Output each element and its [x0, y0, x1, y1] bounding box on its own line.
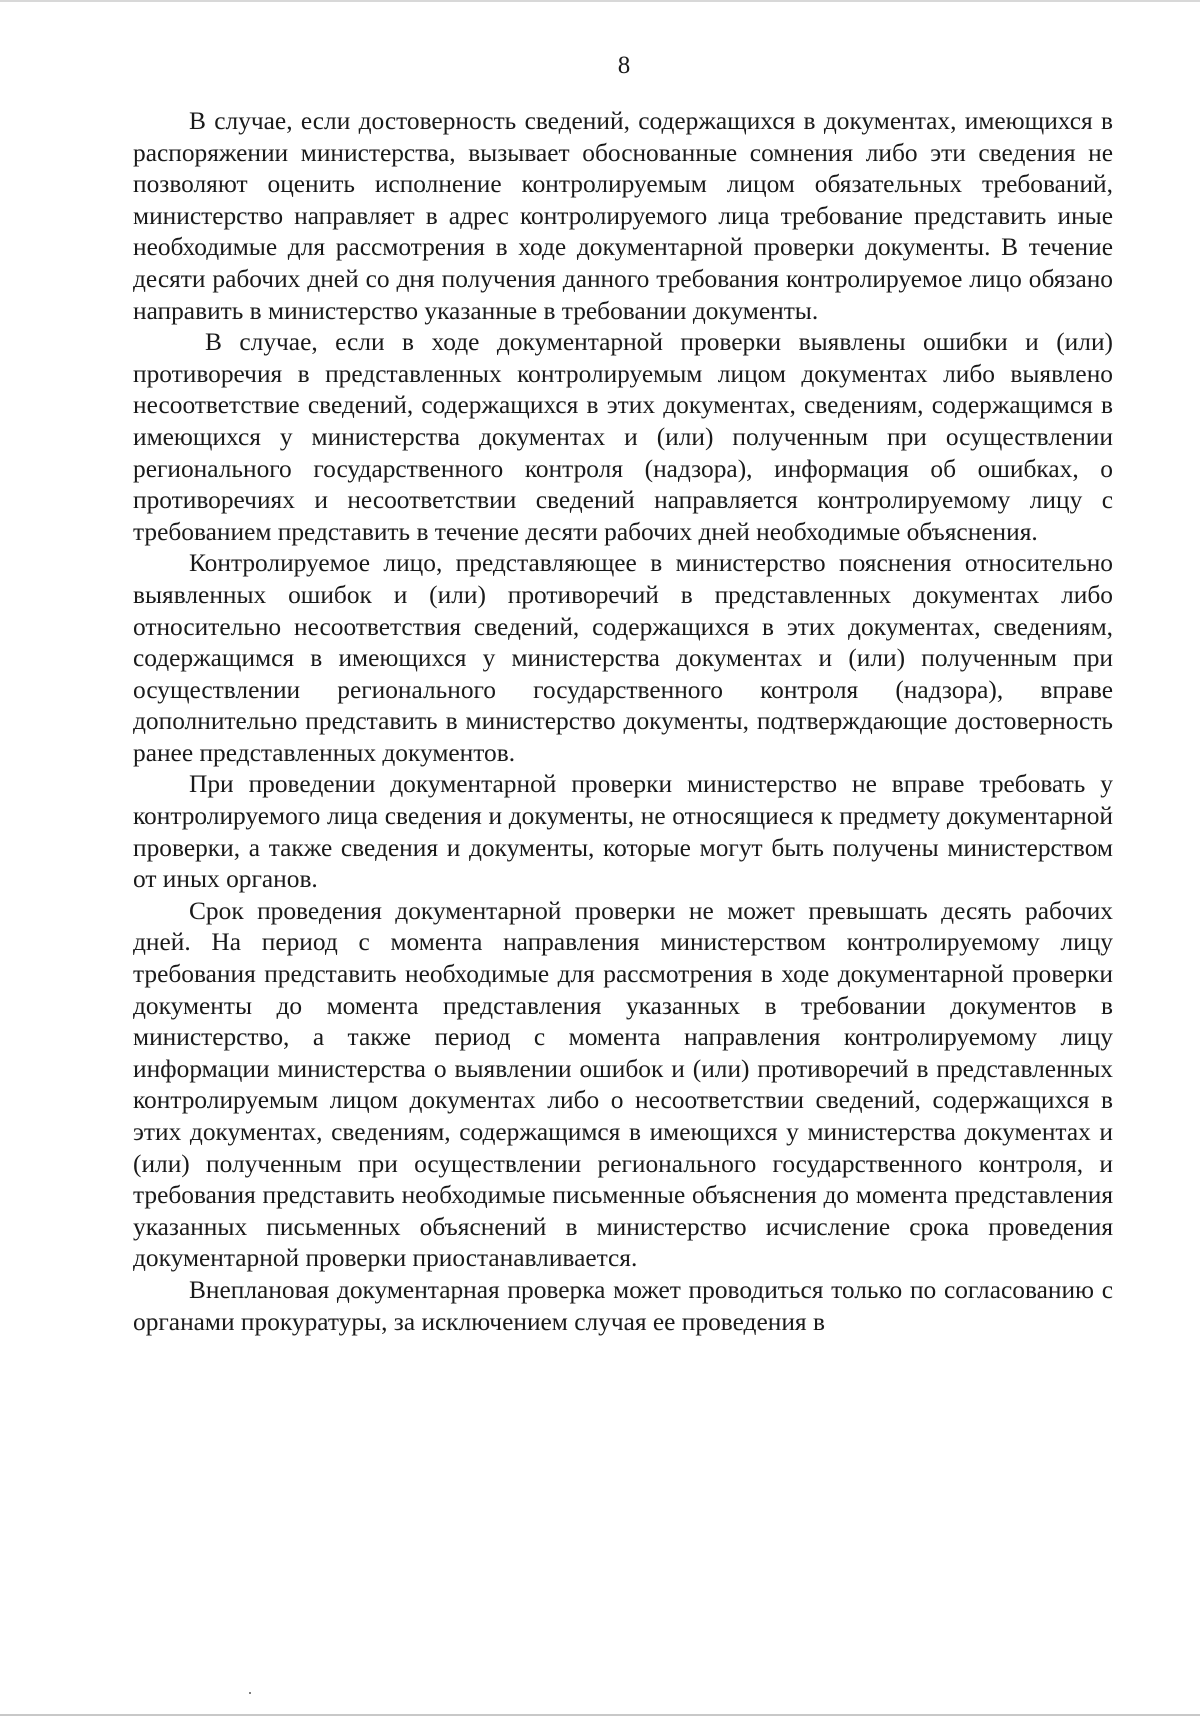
paragraph: При проведении документарной проверки министерство не вправе требовать у контролируемого лица сведения и документы, не относящиеся к предмету документарной проверки, а также сведения и документы, которые могут быть получены министерством от иных органов. — [133, 770, 1113, 894]
paragraph: В случае, если в ходе документарной проверки выявлены ошибки и (или) противоречия в представленных контролируемым лицом документах либо выявлено несоответствие сведений, содержащихся в этих документах, сведениям, содержащимся в имеющихся у министерства документах и (или) полученным при осуществлении регионального государственного контроля (надзора), информация об ошибках, о противоречиях и несоответствии сведений направляется контролируемому лицу с требованием представить в течение десяти рабочих дней необходимые объяснения. — [133, 328, 1113, 546]
scan-speck — [249, 1692, 251, 1694]
document-body — [133, 106, 1113, 1338]
paragraph: В случае, если достоверность сведений, содержащихся в документах, имеющихся в распоряжении министерства, вызывает обоснованные сомнения либо эти сведения не позволяют оценить исполнение контролируемым лицом обязательных требований, министерство направляет в адрес контролируемого лица требование представить иные необходимые для рассмотрения в ходе документарной проверки документы. В течение десяти рабочих дней со дня получения данного требования контролируемое лицо обязано направить в министерство указанные в требовании документы. — [133, 107, 1113, 325]
page-number: 8 — [617, 52, 631, 79]
scan-top-edge — [0, 0, 1200, 2]
paragraph: Контролируемое лицо, представляющее в министерство пояснения относительно выявленных ошибок и (или) противоречий в представленных документах либо относительно несоответствия сведений, содержащихся в этих документах, сведениям, содержащимся в имеющихся у министерства документах и (или) полученным при осуществлении регионального государственного контроля (надзора), вправе дополнительно представить в министерство документы, подтверждающие достоверность ранее представленных документов. — [133, 549, 1113, 767]
paragraph: Внеплановая документарная проверка может проводиться только по согласованию с органами прокуратуры, за исключением случая ее проведения в — [133, 1275, 1113, 1336]
paragraph: Срок проведения документарной проверки не может превышать десять рабочих дней. На период с момента направления министерством контролируемому лицу требования представить необходимые для рассмотрения в ходе документарной проверки документы до момента представления указанных в требовании документов в министерство, а также период с момента направления контролируемому лицу информации министерства о выявлении ошибок и (или) противоречий в представленных контролируемым лицом документах либо о несоответствии сведений, содержащихся в этих документах, сведениям, содержащимся в имеющихся у министерства документах и (или) полученным при осуществлении регионального государственного контроля, и требования представить необходимые письменные объяснения до момента представления указанных письменных объяснений в министерство исчисление срока проведения документарной проверки приостанавливается. — [133, 896, 1113, 1273]
